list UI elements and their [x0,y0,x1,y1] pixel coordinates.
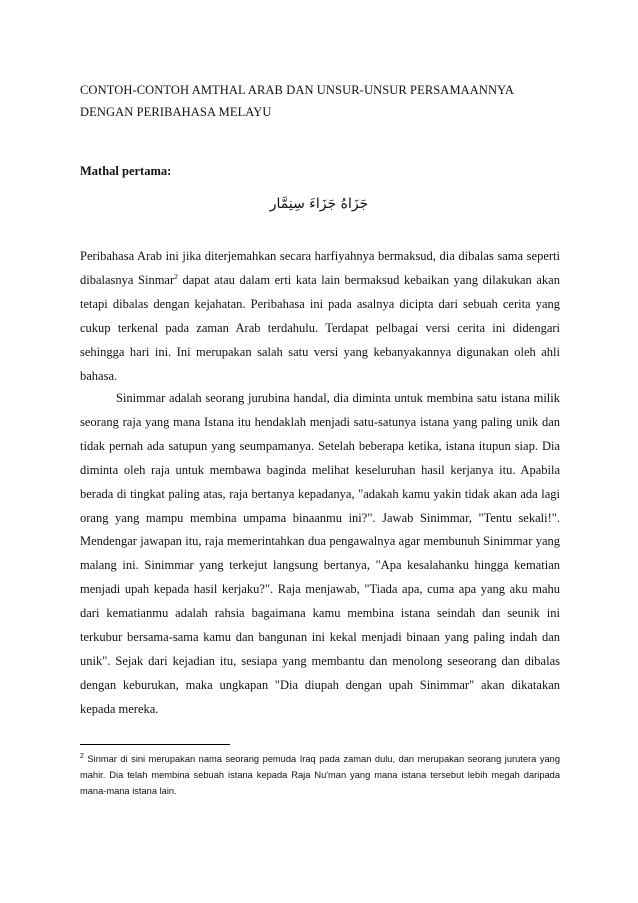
footnote [80,752,560,799]
section-subheading: Mathal pertama: [80,164,172,178]
footnote-text: Sinmar di sini merupakan nama seorang pemuda Iraq pada zaman dulu, dan merupakan seorang jurutera yang mahir. Dia telah membina sebuah istana kepada Raja Nu'man yang mana istana tersebut lebih megah daripada mana-mana istana lain. [80,754,560,796]
footnote-number: 2 [80,752,84,760]
footnote-reference[interactable]: 2 [174,271,178,281]
paragraph-1 [80,245,560,388]
paragraph-2: Sinimmar adalah seorang jurubina handal, dia diminta untuk membina satu istana milik seorang raja yang mana Istana itu hendaklah menjadi satu-satunya istana yang paling unik dan tidak pernah ada satupun yang seumpamanya. Setelah beberapa ketika, istana itupun siap. Dia diminta oleh raja untuk membawa baginda melihat keseluruhan hasil kerjanya itu. Apabila berada di tingkat paling atas, raja bertanya kepadanya, "adakah kamu yakin tidak akan ada lagi orang yang mampu membina umpama binaanmu ini?". Jawab Sinimmar, "Tentu sekali!". Mendengar jawapan itu, raja memerintahkan dua pengawalnya agar membunuh Sinimmar yang malang ini. Sinimmar yang terkejut langsung bertanya, "Apa kesalahanku hingga kematian menjadi upah kepada hasil kerjaku?". Raja menjawab, "Tiada apa, cuma apa yang aku mahu dari kematianmu adalah rahsia bagaimana kamu membina istana seindah dan seunik ini terkubur bersama-sama kamu dan bangunan ini kekal menjadi binaan yang paling indah dan unik". Sejak dari kejadian itu, sesiapa yang membantu dan menolong seseorang dan dibalas dengan keburukan, maka ungkapan "Dia diupah dengan upah Sinimmar" akan dikatakan kepada mereka. [80,391,560,716]
arabic-proverb: جَزَاهُ جَزَاءَ سِنِمَّار [269,196,369,212]
document-title: CONTOH-CONTOH AMTHAL ARAB DAN UNSUR-UNSUR PERSAMAANNYA DENGAN PERIBAHASA MELAYU [80,83,514,119]
paragraph-1-part-a: Peribahasa Arab ini jika diterjemahkan secara harfiyahnya bermaksud, dia dibalas sama seperti dibalasnya Sinmar [80,249,560,287]
paragraph-1-part-b: dapat atau dalam erti kata lain bermaksud kebaikan yang dilakukan akan tetapi dibalas dengan kejahatan. Peribahasa ini pada asalnya dicipta dari sebuah cerita yang cukup terkenal pada zaman Arab terdahulu. Terdapat pelbagai versi cerita ini didengari sehingga hari ini. Ini merupakan salah satu versi yang kebanyakannya digunakan oleh ahli bahasa. [80,272,560,383]
footnote-divider [80,744,230,745]
